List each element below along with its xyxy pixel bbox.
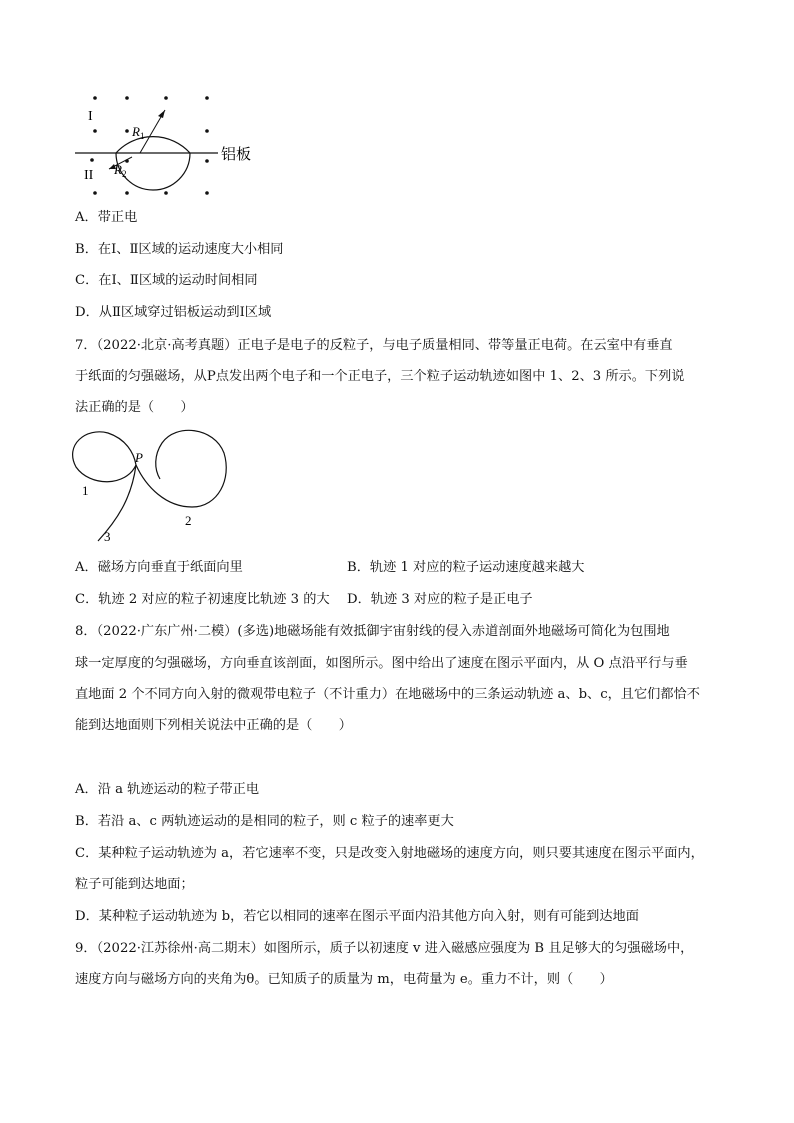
q7-option-a: A．磁场方向垂直于纸面向里	[75, 560, 243, 575]
q7-option-b: B．轨迹 1 对应的粒子运动速度越来越大	[347, 560, 585, 575]
q8-option-a: A．沿 a 轨迹运动的粒子带正电	[75, 782, 260, 797]
q8-stem-line-2: 球一定厚度的匀强磁场，方向垂直该剖面，如图所示。图中给出了速度在图示平面内，从 O 点沿平行与垂	[75, 656, 688, 671]
orbit-region-2	[116, 153, 190, 190]
q7-option-c: C．轨迹 2 对应的粒子初速度比轨迹 3 的大	[75, 592, 330, 607]
r2-subscript: 2	[121, 169, 127, 179]
q8-stem-line-4: 能到达地面则下列相关说法中正确的是（ ）	[75, 718, 352, 733]
track-2-label: 2	[185, 513, 192, 528]
svg-text:R1	[131, 124, 144, 141]
r1-label: R	[132, 124, 140, 139]
q6-option-c: C．在Ⅰ、Ⅱ区域的运动时间相同	[75, 273, 258, 288]
track-2	[136, 430, 226, 507]
track-1-label: 1	[82, 483, 89, 498]
r1-subscript: 1	[139, 131, 145, 141]
q8-option-c-line-2: 粒子可能到达地面；	[75, 877, 194, 892]
plate-label: 铝板	[221, 147, 252, 163]
q9-stem-line-1: 9．（2022·江苏徐州·高二期末）如图所示，质子以初速度 v 进入磁感应强度为 B 且足够大的匀强磁场中，	[75, 941, 694, 956]
q7-stem-line-3: 法正确的是（ ）	[75, 400, 194, 415]
q8-stem-line-1: 8．（2022·广东广州·二模）(多选)地磁场能有效抵御宇宙射线的侵入赤道剖面外地磁场可简化为包围地	[75, 624, 670, 639]
q7-option-d: D．轨迹 3 对应的粒子是正电子	[347, 592, 533, 607]
track-1	[73, 432, 136, 482]
field-dots	[90, 96, 209, 195]
q6-option-b: B．在Ⅰ、Ⅱ区域的运动速度大小相同	[75, 242, 284, 257]
region-2-label: II	[84, 168, 94, 183]
q8-option-b: B．若沿 a、c 两轨迹运动的是相同的粒子，则 c 粒子的速率更大	[75, 814, 454, 829]
q8-option-d: D．某种粒子运动轨迹为 b，若它以相同的速率在图示平面内沿其他方向入射，则有可能到达地面	[75, 909, 639, 924]
r2-label: R	[114, 162, 122, 177]
svg-text:R2	[113, 162, 126, 179]
track-3-label: 3	[104, 529, 111, 544]
figure-cloud-chamber-tracks	[68, 425, 238, 545]
q6-option-a: A．带正电	[75, 210, 138, 225]
q7-stem-line-1: 7．（2022·北京·高考真题）正电子是电子的反粒子，与电子质量相同、带等量正电荷。在云室中有垂直	[75, 338, 673, 353]
figure-magnetic-field-plate	[70, 90, 270, 202]
point-p-label: P	[135, 450, 143, 465]
region-1-label: I	[88, 109, 93, 124]
q6-option-d: D．从Ⅱ区域穿过铝板运动到Ⅰ区域	[75, 305, 272, 320]
q8-stem-line-3: 直地面 2 个不同方向入射的微观带电粒子（不计重力）在地磁场中的三条运动轨迹 a、b、c，且它们都恰不	[75, 687, 700, 702]
q9-stem-line-2: 速度方向与磁场方向的夹角为θ。已知质子的质量为 m，电荷量为 e。重力不计，则（ ）	[75, 972, 613, 987]
orbit-region-1	[116, 137, 190, 153]
q7-stem-line-2: 于纸面的匀强磁场，从P点发出两个电子和一个正电子，三个粒子运动轨迹如图中 1、2、3 所示。下列说	[75, 369, 685, 384]
q8-option-c-line-1: C．某种粒子运动轨迹为 a，若它速率不变，只是改变入射地磁场的速度方向，则只要其速度在图示平面内，	[75, 846, 704, 861]
